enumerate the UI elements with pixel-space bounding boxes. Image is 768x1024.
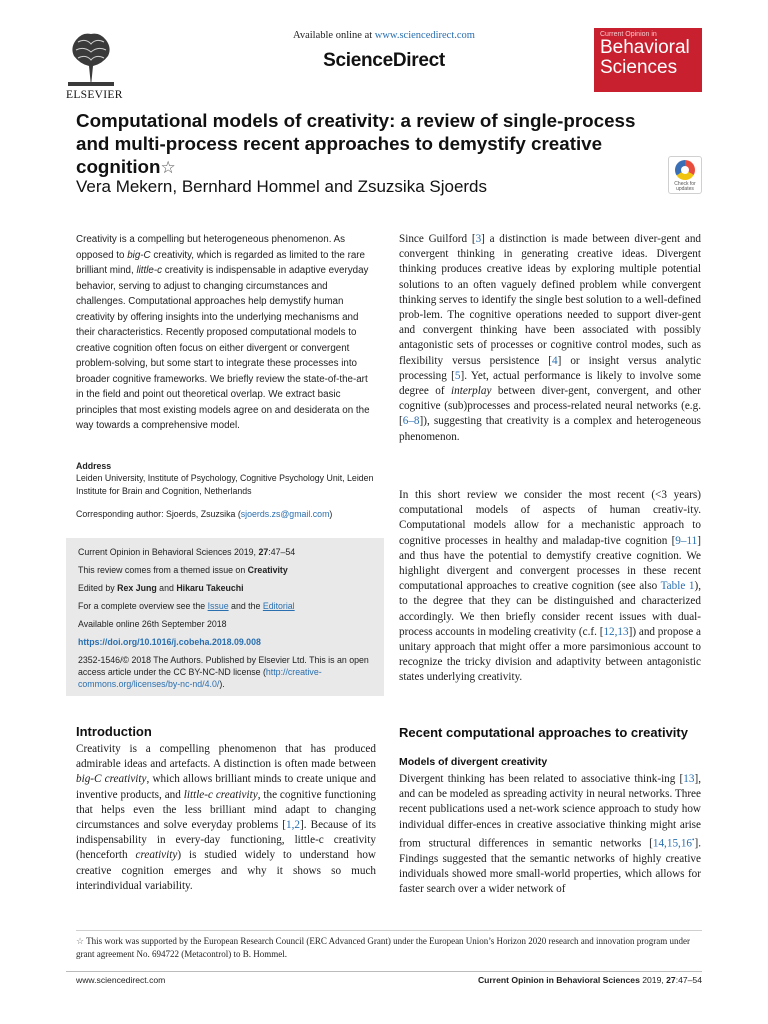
citation-link[interactable]: 4: [552, 354, 558, 367]
footnote-star-icon: ☆: [76, 936, 85, 946]
p3-text-a: Divergent thinking has been related to associative think-ing [: [399, 773, 684, 785]
themed-topic: Creativity: [247, 565, 288, 575]
abstract: [76, 232, 376, 434]
license-text: 2352-1546/© 2018 The Authors. Published by Elsevier Ltd. This is an open access article under the CC BY-NC-ND license (: [78, 655, 369, 677]
p1-text-d: ]. Yet, actual performance is likely to involve some degree of: [399, 369, 701, 398]
citation-link[interactable]: 6–8: [402, 415, 420, 428]
body-paragraph-2: [399, 488, 701, 686]
divergent-models-heading: Models of divergent creativity: [399, 756, 548, 768]
introduction-paragraph: [76, 742, 376, 894]
overview-and: and the: [228, 601, 263, 611]
p1-text-c: ] or insight versus analytic processing [: [399, 354, 702, 382]
intro-italic-1: big-C creativity: [76, 773, 147, 786]
sciencedirect-logo[interactable]: ScienceDirect: [323, 50, 445, 71]
address-text: Leiden University, Institute of Psychology, Cognitive Psychology Unit, Leiden Institute for Brain and Cognition, Netherlands: [76, 473, 374, 496]
journal-reference: [78, 546, 372, 558]
corresponding-suffix: ): [329, 509, 333, 519]
check-for-updates-button[interactable]: [668, 156, 702, 194]
available-prefix: Available online at: [293, 30, 375, 41]
themed-issue: [78, 564, 372, 576]
sciencedirect-link[interactable]: www.sciencedirect.com: [374, 30, 475, 41]
footer-journal-name: Current Opinion in Behavioral Sciences: [477, 975, 640, 985]
introduction-heading: Introduction: [76, 724, 152, 739]
issue-link[interactable]: Issue: [207, 601, 229, 611]
journal-cover-line1: Behavioral: [600, 37, 690, 58]
citation-link[interactable]: 13: [683, 773, 695, 785]
editorial-link[interactable]: Editorial: [262, 601, 295, 611]
p3-text-b: ], and can be modeled as spreading activity in neural networks. Three recent publications used a net-work science approach to study how individual differ-ences in creative associative thinking might arise from structural differences in semantic networks [: [399, 773, 701, 850]
p1-text-a: Since Guilford [: [399, 233, 476, 245]
intro-italic-2: little-c creativity: [183, 788, 258, 801]
author-address: [76, 460, 376, 497]
citation-link[interactable]: 5: [454, 369, 461, 382]
citation-link[interactable]: 9–11: [675, 534, 698, 547]
edited-prefix: Edited by: [78, 583, 118, 593]
footer-journal-ref: [478, 975, 702, 985]
corresponding-email-link[interactable]: sjoerds.zs@gmail.com: [240, 509, 330, 519]
p2-text-d: ]) and propose a unitary approach that might offer a more parsimonious account to recognize the tricky division and adaptivity between antagonistic states underlying creativity.: [399, 625, 701, 684]
funding-footnote: [76, 935, 702, 961]
intro-text-a: Creativity is a compelling phenomenon that has produced admirable ideas and artefacts. A distinction is often made between: [76, 743, 376, 771]
editor-1: Rex Jung: [117, 583, 157, 593]
journal-cover-line2: Sciences: [600, 57, 678, 78]
abstract-italic-2: little-c: [136, 265, 163, 276]
intro-text-e: ) is studied widely to understand how creative cognition emerges and why it shows so much interindividual variability.: [76, 849, 376, 892]
p2-text-b: ] and thus have the potential to demystify creative cognition. We highlight divergent and convergent processes in these recent computational approaches to creative cognition (see also: [399, 534, 701, 593]
check-updates-icon: [675, 160, 695, 180]
footer-pages: :47–54: [675, 975, 702, 985]
editor-2: Hikaru Takeuchi: [176, 583, 244, 593]
journal-ref-pages: :47–54: [268, 547, 296, 557]
intro-italic-3: creativity: [135, 849, 178, 862]
license-end: ).: [219, 679, 225, 689]
citation-link[interactable]: 14,15,16: [652, 837, 693, 850]
edited-by: [78, 582, 372, 594]
table-1-link[interactable]: Table 1: [660, 580, 695, 593]
footnote-divider: [76, 930, 702, 931]
corresponding-prefix: Corresponding author: Sjoerds, Zsuzsika (: [76, 509, 241, 519]
body-paragraph-1: [399, 232, 701, 445]
themed-prefix: This review comes from a themed issue on: [78, 565, 248, 575]
citation-link[interactable]: 12,13: [603, 625, 629, 638]
article-title: [76, 109, 636, 179]
footer-divider: [66, 971, 702, 972]
title-footnote-star-icon[interactable]: ☆: [160, 158, 176, 177]
abstract-italic-1: big-C: [127, 249, 151, 261]
article-authors: Vera Mekern, Bernhard Hommel and Zsuzsika Sjoerds: [76, 177, 488, 196]
doi-link[interactable]: https://doi.org/10.1016/j.cobeha.2018.09.008: [78, 637, 261, 647]
body-paragraph-3: [399, 772, 701, 897]
intro-text-d: ]. Because of its indispensability in every-day functioning, little-c creativity (henceforth: [76, 819, 376, 862]
available-online-date: Available online 26th September 2018: [78, 619, 227, 629]
journal-ref-volume: 27: [258, 547, 269, 557]
p2-text-a: In this short review we consider the most recent (<3 years) computational models of aspects of human creativ-ity. Computational models allow for a mechanistic approach to cognitive processes in healthy and maladap-tive cognition [: [399, 489, 701, 547]
check-updates-label: Check for updates: [674, 181, 696, 192]
overview-line: [78, 600, 372, 612]
abstract-text-2: creativity, which is regarded as limited to the rare brilliant mind,: [76, 249, 365, 276]
article-title-text: Computational models of creativity: a review of single-process and multi-process recent approaches to demystify creative cognition: [76, 110, 636, 177]
footer-year: 2019,: [639, 975, 667, 985]
key-reference-bullet: •: [692, 835, 695, 844]
footnote-text: This work was supported by the European Research Council (ERC Advanced Grant) under the European Union’s Horizon 2020 research and innovation program under grant agreement No. 694722 (Metacontrol) to B. Hommel.: [76, 936, 691, 959]
recent-approaches-heading: Recent computational approaches to creativity: [399, 725, 688, 740]
journal-cover-subtitle: Current Opinion in: [600, 31, 657, 38]
overview-prefix: For a complete overview see the: [78, 601, 208, 611]
p1-text-f: ]), suggesting that creativity is a complex and heterogeneous phenomenon.: [399, 415, 701, 443]
abstract-text-3: creativity is indispensable in adaptive everyday behavior, serving to adjust to changing circumstances and challenges. Computational approaches help demystify human creativity by offering insights into the underlying mechanisms and their characteristics. Recently proposed computational models to creative cognition often focus on either divergent or convergent problem-solving, but some start to integrate these processes into broader cognitive frameworks. We briefly review the state-of-the-art in the field and point out theoretical overlap. We extract basic principles that most existing models agree on and desiderata on the way towards a comprehensive model.: [76, 265, 370, 431]
p1-text-e: between diver-gent, convergent, and other cognitive (sub)processes and process-related neural networks (e.g. [: [399, 385, 701, 428]
citation-link[interactable]: 3: [475, 233, 482, 245]
p3-text-c: ]. Findings suggested that the semantic networks of highly creative individuals showed more small-world properties, which allows for faster search over a wider network of: [399, 837, 701, 896]
edited-and: and: [156, 583, 177, 593]
footer-site-link[interactable]: www.sciencedirect.com: [76, 975, 166, 985]
journal-ref-text: Current Opinion in Behavioral Sciences 2019,: [78, 547, 259, 557]
intro-text-b: , which allows brilliant minds to create unique and inventive products, and: [76, 773, 376, 801]
p2-text-c: ), to the degree that they can be distinguished and characterized accordingly. We then briefly consider recent issues with dual-process accounts in modeling creativity (c.f. [: [399, 580, 701, 638]
p1-text-b: ] a distinction is made between diver-gent and convergent thinking in generating creative ideas. Divergent thinking produces creative ideas by exploring multiple potential solutions to an often vaguely defined problem while convergent thinking serves to identify the single best solution to a well-defined prob-lem. The cognitive operations needed to support diver-gent and convergent thinking have been associated with possibly antagonistic sets of processes or cognitive control modes, such as flexibility versus persistence [: [399, 233, 702, 367]
license-link[interactable]: http://creative-commons.org/licenses/by-nc-nd/4.0/: [78, 667, 322, 689]
journal-cover[interactable]: [594, 28, 702, 92]
license-line: [78, 654, 372, 690]
p1-italic: interplay: [451, 385, 492, 398]
corresponding-author: [76, 508, 376, 520]
article-info-box: [66, 538, 384, 696]
intro-text-c: , the cognitive functioning that helps even the less brilliant mind adapt to changing circumstances and solve everyday problems [: [76, 788, 377, 832]
footer-volume: 27: [666, 975, 676, 985]
address-heading: Address: [76, 461, 112, 471]
abstract-text-1: Creativity is a compelling but heterogeneous phenomenon. As opposed to: [76, 234, 346, 261]
elsevier-wordmark: ELSEVIER: [66, 89, 123, 101]
citation-link[interactable]: 1,2: [286, 819, 300, 832]
